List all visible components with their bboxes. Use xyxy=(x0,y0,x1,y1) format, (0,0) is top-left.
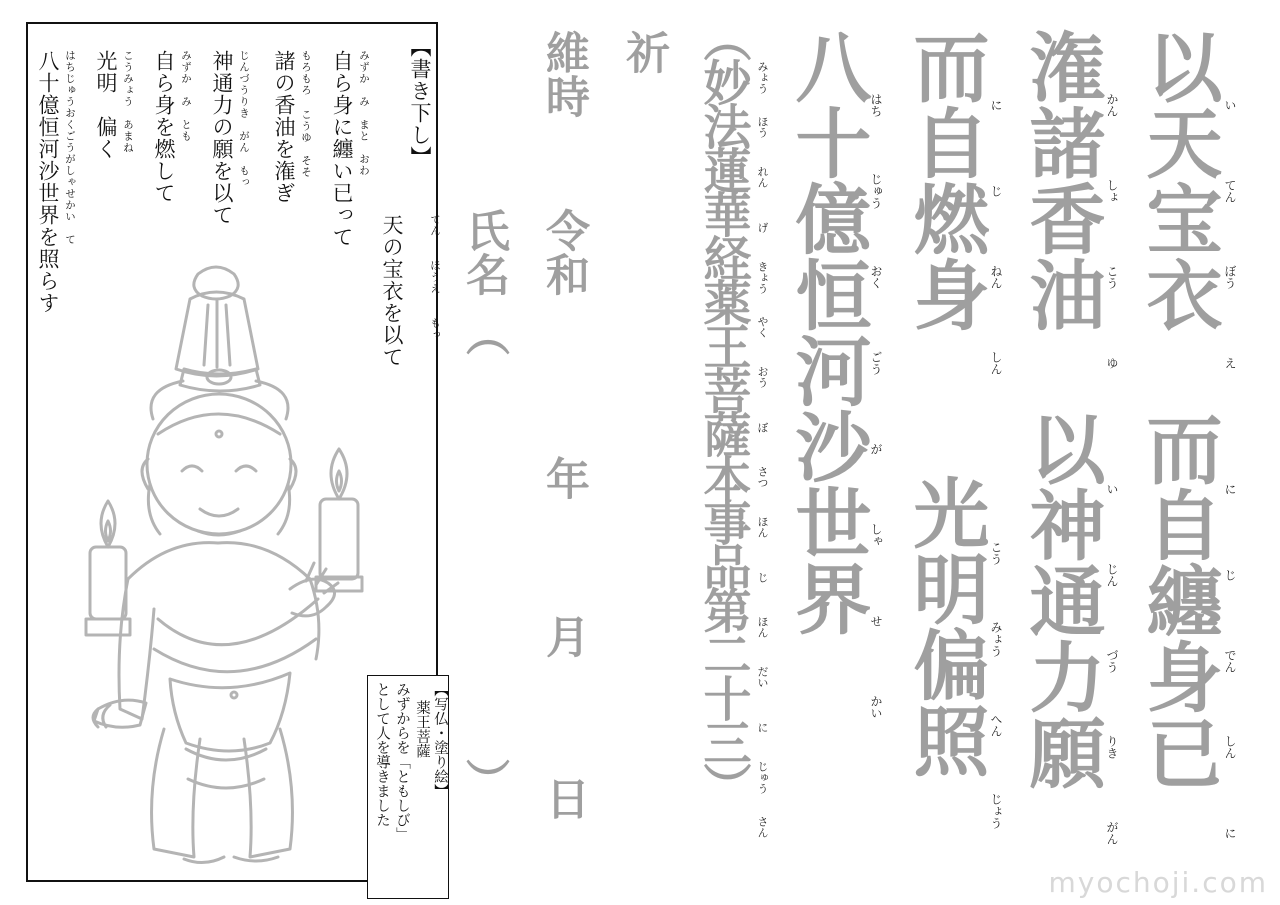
kakikudashi-panel xyxy=(26,22,448,882)
ruby-reading: が xyxy=(869,443,883,455)
kakikudashi-line-4: 神通力の願を以て xyxy=(210,50,234,226)
yakuo-bosatsu-illustration xyxy=(58,259,368,879)
kakikudashi-line-1: 天の宝衣を以て xyxy=(380,214,404,368)
date-prefix: 維時 xyxy=(538,30,589,118)
name-label: 氏名 xyxy=(458,208,509,296)
date-month-label: 月 xyxy=(538,614,589,658)
sutra-title-ruby xyxy=(752,52,772,852)
ruby-reading: じょう xyxy=(989,793,1003,829)
sutra-col-3-bottom: 光明偏照 xyxy=(901,474,990,778)
title-ruby-reading: れん xyxy=(756,166,769,188)
sutra-col-4-ruby xyxy=(864,62,888,750)
title-ruby-reading: さつ xyxy=(756,466,769,488)
ruby-reading: へん xyxy=(989,713,1003,737)
title-ruby-reading: ほう xyxy=(756,116,769,138)
date-era: 令和 xyxy=(538,208,589,296)
kakikudashi-ruby-1: てん ほうえ もっ xyxy=(429,214,441,341)
ruby-reading: でん xyxy=(1223,649,1237,673)
kakikudashi-heading: 【書き下し】 xyxy=(408,36,432,168)
title-ruby-reading: きょう xyxy=(756,260,769,294)
ruby-reading: に xyxy=(1223,483,1237,495)
ruby-reading: りき xyxy=(1105,735,1119,759)
sutra-col-3-ruby xyxy=(984,62,1008,854)
kakikudashi-ruby-5: みずか み とも xyxy=(180,50,192,142)
kakikudashi-ruby-6: こうみょう あまね xyxy=(122,50,134,154)
kakikudashi-line-5: 自ら身を燃して xyxy=(152,50,176,204)
date-year-label: 年 xyxy=(538,456,589,500)
ruby-reading: い xyxy=(1105,483,1119,495)
caption-title: 【写仏・塗り絵】 xyxy=(432,682,448,798)
ruby-reading: しょ xyxy=(1105,179,1119,203)
title-ruby-reading: げ xyxy=(756,221,769,233)
title-ruby-reading: ほん xyxy=(756,616,769,638)
title-ruby-reading: だい xyxy=(756,666,769,688)
sutra-col-4-top: 八十億恒河沙世界 xyxy=(783,28,872,636)
ruby-reading: こう xyxy=(1105,265,1119,289)
ruby-reading: え xyxy=(1223,357,1237,369)
sutra-col-1-top: 以天宝衣 xyxy=(1134,28,1223,332)
sutra-col-3-top: 而自燃身 xyxy=(901,28,990,332)
caption-subject: 薬王菩薩 xyxy=(414,700,430,758)
ruby-reading: じ xyxy=(989,185,1003,197)
title-ruby-reading: じゅう xyxy=(756,760,769,794)
kakikudashi-line-6: 光明 偏く xyxy=(94,50,118,160)
ruby-reading: ねん xyxy=(989,265,1003,289)
sutra-col-1-bottom: 而自纏身已 xyxy=(1134,410,1223,790)
ruby-reading: おく xyxy=(869,265,883,289)
kakikudashi-line-3: 諸の香油を潅ぎ xyxy=(272,50,296,204)
kakikudashi-ruby-2: みずか み まと おわ xyxy=(358,50,370,177)
title-ruby-reading: さん xyxy=(756,816,769,838)
ruby-reading: しゃ xyxy=(869,523,883,547)
ruby-reading: はち xyxy=(869,93,883,117)
ruby-reading: てん xyxy=(1223,179,1237,203)
kakikudashi-line-2: 自ら身に纏い已って xyxy=(330,50,354,248)
pray-label: 祈 xyxy=(618,30,669,74)
date-day-label: 日 xyxy=(538,776,589,820)
sutra-col-2-bottom: 以神通力願 xyxy=(1017,410,1106,790)
watermark: myochoji.com xyxy=(1048,866,1268,899)
title-ruby-reading: おう xyxy=(756,366,769,388)
caption-box xyxy=(367,675,449,899)
ruby-reading: みょう xyxy=(989,621,1003,657)
ruby-reading: じん xyxy=(1105,563,1119,587)
caption-line-2: として人を導きました xyxy=(374,682,390,827)
name-paren-close: ） xyxy=(458,758,509,802)
ruby-reading: じ xyxy=(1223,569,1237,581)
ruby-reading: い xyxy=(1223,99,1237,111)
ruby-reading: ごう xyxy=(869,351,883,375)
ruby-reading: づう xyxy=(1105,649,1119,673)
name-paren-open: （ xyxy=(458,312,509,356)
ruby-reading: に xyxy=(989,99,1003,111)
title-ruby-reading: みょう xyxy=(756,60,769,94)
sutra-col-2-ruby xyxy=(1100,62,1124,876)
ruby-reading: しん xyxy=(1223,735,1237,759)
title-ruby-reading: じ xyxy=(756,571,769,583)
kakikudashi-ruby-4: じんづうりき がん もっ xyxy=(238,50,250,188)
ruby-reading: に xyxy=(1223,827,1237,839)
ruby-reading: かい xyxy=(869,695,883,719)
kakikudashi-line-7: 八十億恒河沙世界を照らす xyxy=(36,50,60,314)
ruby-reading: ゆ xyxy=(1105,357,1119,369)
kakikudashi-ruby-3: もろもろ こうゆ そそ xyxy=(300,50,312,178)
ruby-reading: かん xyxy=(1105,93,1119,117)
caption-line-1: みずからを「ともしび」 xyxy=(394,682,410,842)
title-ruby-reading: に xyxy=(756,721,769,733)
ruby-reading: ぼう xyxy=(1223,265,1237,289)
ruby-reading: がん xyxy=(1105,821,1119,845)
sutra-title: （妙法蓮華経薬王菩薩本事品第二十三） xyxy=(695,14,751,806)
kakikudashi-ruby-7: はちじゅうおくごうがしゃせかい て xyxy=(64,50,76,246)
title-ruby-reading: ほん xyxy=(756,516,769,538)
ruby-reading: しん xyxy=(989,351,1003,375)
title-ruby-reading: やく xyxy=(756,316,769,338)
ruby-reading: こう xyxy=(989,541,1003,565)
sutra-col-1-ruby xyxy=(1218,62,1242,876)
ruby-reading: じゅう xyxy=(869,173,883,209)
title-ruby-reading: ぼ xyxy=(756,421,769,433)
sutra-col-2-top: 潅諸香油 xyxy=(1017,28,1106,332)
ruby-reading: せ xyxy=(869,615,883,627)
